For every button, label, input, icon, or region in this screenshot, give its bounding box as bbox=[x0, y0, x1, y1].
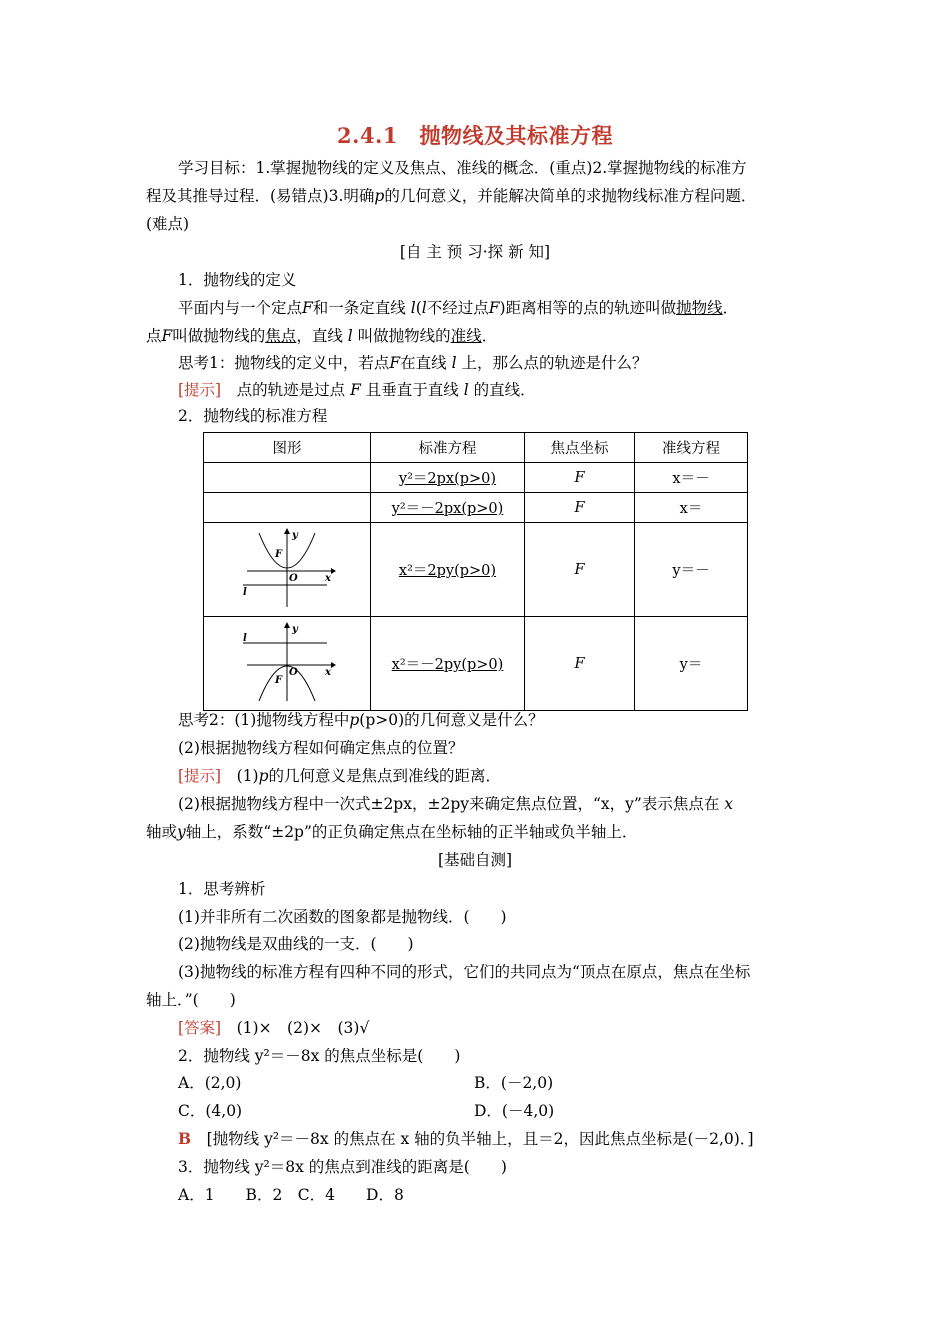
q1-heading: 1．思考辨析 bbox=[178, 880, 266, 898]
header-directrix: 准线方程 bbox=[635, 433, 748, 463]
page-title: 2.4.1 抛物线及其标准方程 bbox=[337, 123, 613, 148]
axis-y-label: y bbox=[292, 529, 298, 541]
graph-cell bbox=[204, 617, 371, 711]
table-row bbox=[204, 493, 748, 523]
definition-line1: 平面内与一个定点F和一条定直线 l(l不经过点F)距离相等的点的轨迹叫做抛物线． bbox=[178, 299, 739, 317]
axis-y-label: y bbox=[292, 623, 298, 635]
focus-cell: F bbox=[525, 463, 635, 493]
equation-cell: x²＝－2py(p>0) bbox=[391, 657, 504, 673]
directrix-label: l bbox=[243, 632, 247, 644]
think2-hint1: [提示] (1)p的几何意义是焦点到准线的距离． bbox=[178, 767, 502, 785]
graph-cell bbox=[204, 493, 371, 523]
table-row bbox=[204, 463, 748, 493]
q1-answer: [答案] (1)× (2)× (3)√ bbox=[178, 1019, 370, 1037]
learning-goals-line3: (难点) bbox=[146, 215, 190, 233]
directrix-cell: x＝ bbox=[635, 493, 748, 523]
header-equation: 标准方程 bbox=[371, 433, 525, 463]
table-header-row bbox=[204, 433, 748, 463]
q2-option-c: C．(4,0) bbox=[178, 1102, 243, 1120]
directrix-label: l bbox=[243, 586, 247, 598]
q2-option-b: B．(－2,0) bbox=[474, 1074, 554, 1092]
learning-goals-line1: 学习目标：1.掌握抛物线的定义及焦点、准线的概念．(重点)2.掌握抛物线的标准方 bbox=[178, 159, 747, 177]
standard-equation-table bbox=[203, 432, 748, 711]
definition-line2: 点F叫做抛物线的焦点，直线 l 叫做抛物线的准线． bbox=[146, 327, 498, 345]
directrix-cell: y＝ bbox=[635, 617, 748, 711]
directrix-cell: y＝－ bbox=[635, 523, 748, 617]
think2-hint2-line1: (2)根据抛物线方程中一次式±2px，±2py来确定焦点位置，“x，y”表示焦点在 x bbox=[178, 795, 734, 813]
table-row bbox=[204, 617, 748, 711]
q1-item1: (1)并非所有二次函数的图象都是抛物线．( ) bbox=[178, 908, 507, 926]
focus-cell: F bbox=[525, 617, 635, 711]
origin-label: O bbox=[289, 666, 298, 678]
header-focus: 焦点坐标 bbox=[525, 433, 635, 463]
equation-cell: x²＝2py(p>0) bbox=[398, 563, 497, 579]
equation-cell: y²＝2px(p>0) bbox=[398, 471, 497, 487]
section-header-basic: [基础自测] bbox=[437, 851, 513, 869]
q2-stem: 2．抛物线 y²＝－8x 的焦点坐标是( ) bbox=[178, 1047, 461, 1065]
definition-heading: 1．抛物线的定义 bbox=[178, 271, 297, 289]
think2-hint2-line2: 轴或y轴上，系数“±2p”的正负确定焦点在坐标轴的正半轴或负半轴上． bbox=[146, 823, 638, 841]
axis-x-label: x bbox=[325, 666, 331, 678]
think2-question2: (2)根据抛物线方程如何确定焦点的位置？ bbox=[178, 739, 464, 757]
term-parabola: 抛物线 bbox=[676, 299, 723, 317]
graph-cell bbox=[204, 523, 371, 617]
hint-label: [提示] bbox=[178, 381, 222, 399]
answer-label: [答案] bbox=[178, 1019, 222, 1037]
focus-cell: F bbox=[525, 493, 635, 523]
focus-cell: F bbox=[525, 523, 635, 617]
directrix-cell: x＝－ bbox=[635, 463, 748, 493]
axis-x-label: x bbox=[325, 572, 331, 584]
answer-letter: B bbox=[178, 1129, 192, 1148]
q1-item3-line1: (3)抛物线的标准方程有四种不同的形式，它们的共同点为“顶点在原点，焦点在坐标 bbox=[178, 963, 751, 981]
downward-parabola-graph bbox=[237, 621, 337, 703]
think1-question: 思考1：抛物线的定义中，若点F在直线 l 上，那么点的轨迹是什么？ bbox=[178, 354, 648, 372]
header-graph: 图形 bbox=[204, 433, 371, 463]
q1-item3-line2: 轴上．”( ) bbox=[146, 991, 236, 1009]
learning-goals-line2: 程及其推导过程．(易错点)3.明确p的几何意义，并能解决简单的求抛物线标准方程问题． bbox=[146, 187, 757, 205]
think1-hint: [提示] 点的轨迹是过点 F 且垂直于直线 l 的直线． bbox=[178, 381, 536, 399]
think2-question1: 思考2：(1)抛物线方程中p(p>0)的几何意义是什么？ bbox=[178, 711, 544, 729]
section-header-preview: [自 主 预 习·探 新 知] bbox=[399, 243, 551, 261]
standard-equation-heading: 2．抛物线的标准方程 bbox=[178, 407, 328, 425]
term-focus: 焦点 bbox=[265, 327, 297, 345]
graph-cell bbox=[204, 463, 371, 493]
q3-stem: 3．抛物线 y²＝8x 的焦点到准线的距离是( ) bbox=[178, 1158, 507, 1176]
origin-label: O bbox=[289, 572, 298, 584]
q2-option-d: D．(－4,0) bbox=[474, 1102, 555, 1120]
focus-label: F bbox=[275, 674, 283, 686]
q1-item2: (2)抛物线是双曲线的一支．( ) bbox=[178, 935, 414, 953]
q3-options: A．1 B．2 C．4 D．8 bbox=[178, 1186, 404, 1204]
term-directrix: 准线 bbox=[450, 327, 482, 345]
table-row bbox=[204, 523, 748, 617]
hint-label: [提示] bbox=[178, 767, 222, 785]
equation-cell: y²＝－2px(p>0) bbox=[391, 501, 504, 517]
focus-label: F bbox=[275, 548, 283, 560]
upward-parabola-graph bbox=[237, 527, 337, 609]
q2-option-a: A．(2,0) bbox=[178, 1074, 242, 1092]
q2-answer: B [抛物线 y²＝－8x 的焦点在 x 轴的负半轴上，且＝2，因此焦点坐标是(－2,0)．] bbox=[178, 1129, 754, 1148]
